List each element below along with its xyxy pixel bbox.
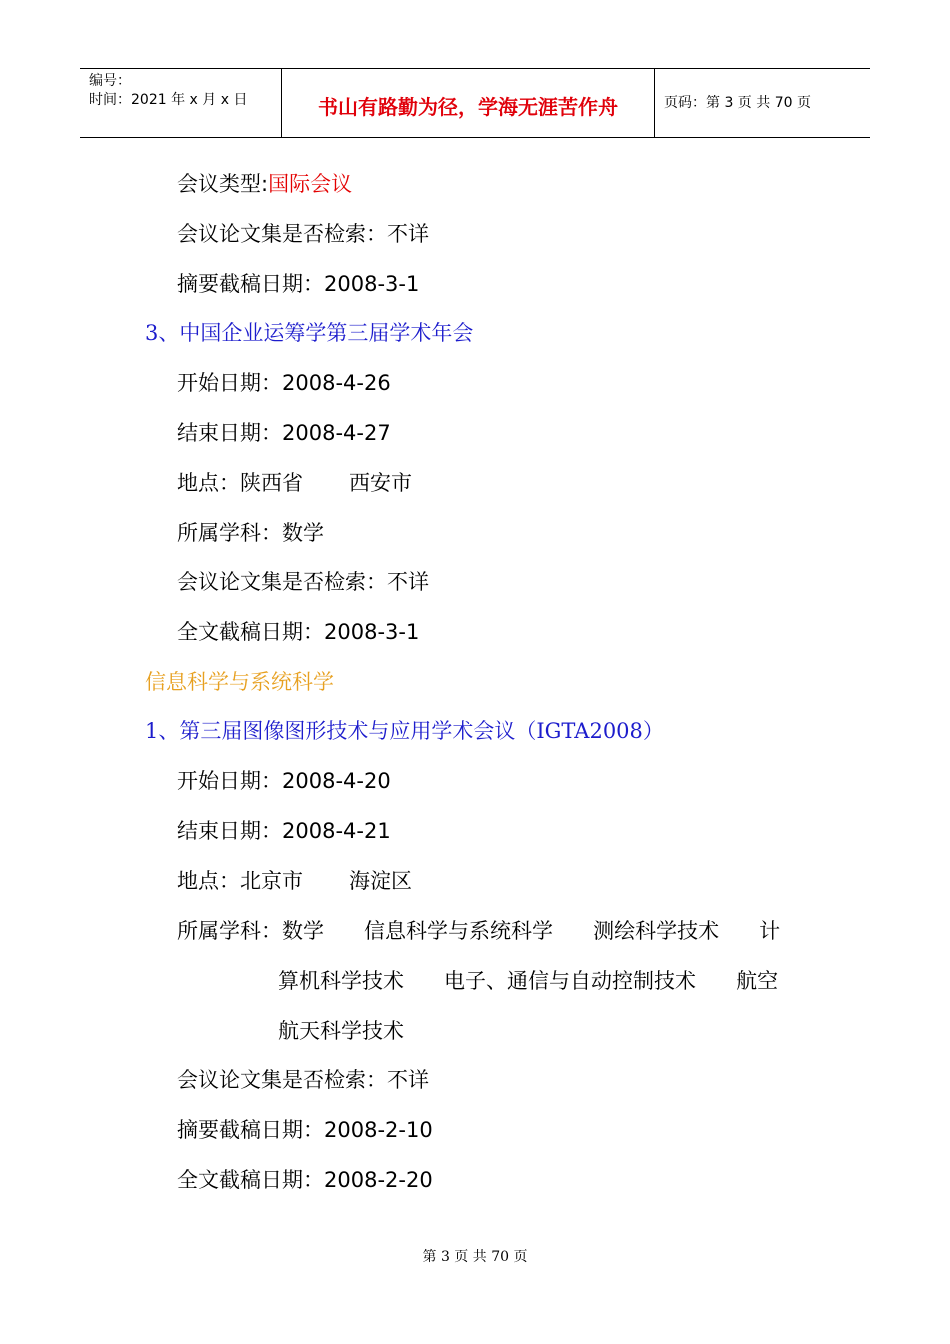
end-date-value: 2008-4-27	[282, 421, 391, 445]
location-city: 北京市	[240, 869, 303, 893]
abstract-deadline-value: 2008-2-10	[324, 1118, 433, 1142]
abstract-deadline-label: 摘要截稿日期：	[177, 272, 324, 296]
location-row	[177, 470, 412, 496]
section-title: 信息科学与系统科学	[145, 670, 334, 694]
location-city: 西安市	[349, 471, 412, 495]
fulltext-deadline-row	[177, 1167, 433, 1193]
subject-value-line2: 算机科学技术 电子、通信与自动控制技术 航空	[278, 969, 779, 993]
start-date-row	[177, 768, 391, 794]
end-date-row	[177, 420, 391, 446]
fulltext-deadline-label: 全文截稿日期：	[177, 1168, 324, 1192]
end-date-row	[177, 818, 391, 844]
document-number-label: 编号：	[89, 73, 131, 89]
subject-value-line1: 数学 信息科学与系统科学 测绘科学技术 计	[282, 919, 781, 943]
subject-value-line3: 航天科学技术	[278, 1019, 404, 1043]
header-right-cell	[655, 69, 870, 137]
proceedings-indexed-value: 不详	[387, 570, 429, 594]
abstract-deadline-value: 2008-3-1	[324, 272, 420, 296]
start-date-value: 2008-4-26	[282, 371, 391, 395]
proceedings-indexed-value: 不详	[387, 222, 429, 246]
fulltext-deadline-value: 2008-3-1	[324, 620, 420, 644]
conference-title: 1、第三届图像图形技术与应用学术会议（IGTA2008）	[145, 719, 664, 743]
page-footer: 第 3 页 共 70 页	[422, 1249, 528, 1265]
location-label: 地点：	[177, 869, 240, 893]
start-date-value: 2008-4-20	[282, 769, 391, 793]
conference-type-value: 国际会议	[268, 172, 353, 196]
subject-value: 数学	[282, 521, 324, 545]
abstract-deadline-row	[177, 271, 419, 297]
header-center-cell	[282, 69, 655, 137]
location-row	[177, 868, 412, 894]
page-header	[80, 68, 870, 138]
proceedings-indexed-label: 会议论文集是否检索：	[177, 570, 387, 594]
abstract-deadline-row	[177, 1117, 433, 1143]
subject-label: 所属学科：	[177, 521, 282, 545]
header-motto: 书山有路勤为径，学海无涯苦作舟	[318, 95, 618, 119]
proceedings-indexed-row	[177, 1067, 429, 1093]
location-label: 地点：	[177, 471, 240, 495]
proceedings-indexed-label: 会议论文集是否检索：	[177, 1068, 387, 1092]
location-district: 海淀区	[349, 869, 412, 893]
proceedings-indexed-value: 不详	[387, 1068, 429, 1092]
end-date-label: 结束日期：	[177, 421, 282, 445]
proceedings-indexed-row	[177, 569, 429, 595]
subject-label: 所属学科：	[177, 919, 282, 943]
fulltext-deadline-value: 2008-2-20	[324, 1168, 433, 1192]
header-left-cell	[80, 69, 282, 137]
proceedings-indexed-label: 会议论文集是否检索：	[177, 222, 387, 246]
start-date-row	[177, 370, 391, 396]
location-province: 陕西省	[240, 471, 303, 495]
end-date-value: 2008-4-21	[282, 819, 391, 843]
abstract-deadline-label: 摘要截稿日期：	[177, 1118, 324, 1142]
subject-row	[177, 918, 780, 944]
document-date: 时间：2021 年 x 月 x 日	[89, 92, 248, 108]
conference-type-label: 会议类型:	[177, 172, 269, 196]
header-page-info: 页码：第 3 页 共 70 页	[664, 95, 811, 111]
fulltext-deadline-label: 全文截稿日期：	[177, 620, 324, 644]
proceedings-indexed-row	[177, 221, 429, 247]
subject-row	[177, 520, 324, 546]
start-date-label: 开始日期：	[177, 371, 282, 395]
conference-title: 3、中国企业运筹学第三届学术年会	[145, 321, 474, 345]
conference-type-row	[177, 171, 352, 197]
fulltext-deadline-row	[177, 619, 419, 645]
start-date-label: 开始日期：	[177, 769, 282, 793]
end-date-label: 结束日期：	[177, 819, 282, 843]
